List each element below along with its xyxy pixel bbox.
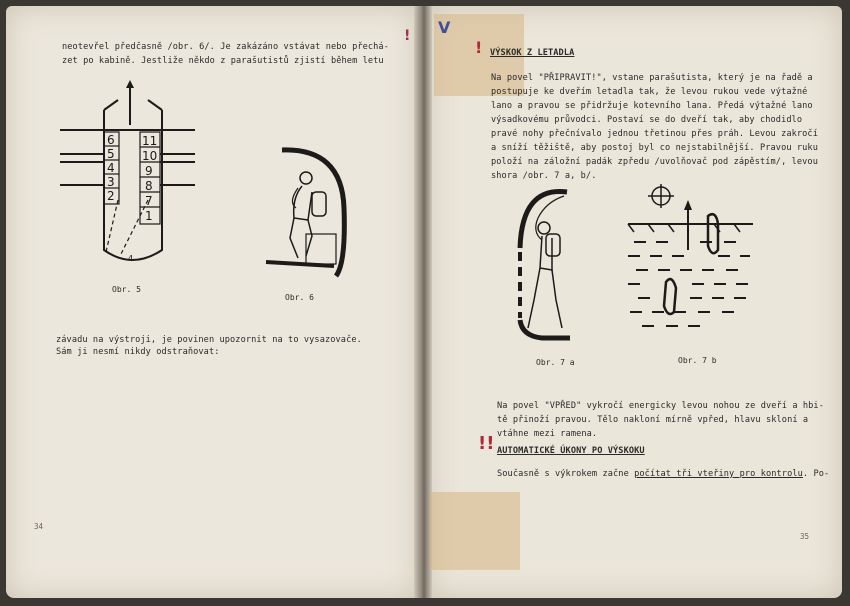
red-double-exclamation-mark: !! bbox=[478, 433, 495, 454]
left-page-number: 34 bbox=[34, 522, 44, 531]
right-paragraph-1-line-5: pravé nohy přečnívalo jednou třetinou přes práh. Levou zakročí bbox=[491, 129, 818, 139]
blue-handwritten-mark: V bbox=[438, 18, 451, 37]
right-paragraph-1-line-1: Na povel "PŘIPRAVIT!", vstane parašutista, který je na řadě a bbox=[491, 73, 813, 83]
red-margin-mark: ! bbox=[404, 28, 411, 44]
figure-6-caption: Obr. 6 bbox=[285, 293, 314, 302]
figure-7b-foot-position-diagram bbox=[628, 184, 758, 334]
right-page-number: 35 bbox=[800, 532, 810, 541]
left-paragraph-2-line-1: závadu na výstroji, je povinen upozornit na to vysazovače. bbox=[56, 335, 362, 345]
red-exclamation-mark: ! bbox=[475, 38, 483, 57]
fig5-seat-left-1: 6 bbox=[107, 133, 115, 147]
heading-automatic-actions: AUTOMATICKÉ ÚKONY PO VÝSKOKU bbox=[497, 446, 645, 456]
left-paragraph-2-line-2: Sám ji nesmí nikdy odstraňovat: bbox=[56, 347, 220, 357]
fig5-seat-right-6: 1 bbox=[145, 209, 153, 223]
right-paragraph-1-line-7: položí na záložní padák zpředu /uvolňovač pod zápěstím/, levou bbox=[491, 157, 818, 167]
figure-5-caption: Obr. 5 bbox=[112, 285, 141, 294]
left-paragraph-1-line-1: neotevřel předčasně /obr. 6/. Je zakázáno vstávat nebo přechá- bbox=[62, 42, 389, 52]
figure-7a-caption: Obr. 7 a bbox=[536, 358, 575, 367]
fig5-seat-left-3: 4 bbox=[107, 161, 115, 175]
figure-7a-parachutist-in-door bbox=[512, 188, 582, 343]
right-paragraph-3-end: . Po- bbox=[802, 469, 830, 479]
figure-6-seated-parachutist bbox=[262, 148, 352, 278]
right-paragraph-1-line-3: lano a pravou se přidržuje kotevního lana. Předá výtažné lano bbox=[491, 101, 813, 111]
figure-5-aircraft-seat-diagram bbox=[60, 80, 200, 275]
fig5-seat-right-4: 8 bbox=[145, 179, 153, 193]
fig5-seat-left-4: 3 bbox=[107, 175, 115, 189]
fig5-bottom-number: 4 bbox=[128, 254, 134, 263]
fig5-seat-right-3: 9 bbox=[145, 164, 153, 178]
fig5-seat-right-2: 10 bbox=[142, 149, 158, 163]
right-paragraph-3-start: Současně s výkrokem začne bbox=[497, 469, 635, 479]
heading-jump-from-aircraft: VÝSKOK Z LETADLA bbox=[490, 48, 575, 58]
fig5-seat-left-2: 5 bbox=[107, 147, 115, 161]
right-paragraph-2-line-1: Na povel "VPŘED" vykročí energicky levou nohou ze dveří a hbi- bbox=[497, 401, 824, 411]
right-paragraph-2-line-3: vtáhne mezi ramena. bbox=[497, 429, 598, 439]
fig5-seat-right-1: 11 bbox=[142, 134, 158, 148]
left-paragraph-1-line-2: zet po kabině. Jestliže někdo z parašutistů zjistí během letu bbox=[62, 56, 384, 66]
right-paragraph-1-line-4: výsadkovému průvodci. Postaví se do dveří tak, aby chodidlo bbox=[491, 115, 803, 125]
figure-7b-caption: Obr. 7 b bbox=[678, 356, 717, 365]
right-paragraph-3 bbox=[497, 468, 829, 482]
right-paragraph-2-line-2: tě přinoží pravou. Tělo nakloní mírně vpřed, hlavu skloní a bbox=[497, 415, 809, 425]
right-paragraph-1-line-6: a sníží těžiště, aby postoj byl co nejstabilnější. Pravou ruku bbox=[491, 143, 818, 153]
right-paragraph-3-underlined: počítat tři vteřiny pro kontrolu bbox=[634, 469, 803, 479]
right-paragraph-1-line-8: shora /obr. 7 a, b/. bbox=[491, 171, 597, 181]
right-paragraph-1-line-2: postupuje ke dveřím letadla tak, že levou rukou vede výtažné bbox=[491, 87, 808, 97]
fig5-seat-right-5: 7 bbox=[145, 194, 153, 208]
fig5-seat-left-5: 2 bbox=[107, 189, 115, 203]
tape-strip-bottom bbox=[430, 492, 520, 570]
